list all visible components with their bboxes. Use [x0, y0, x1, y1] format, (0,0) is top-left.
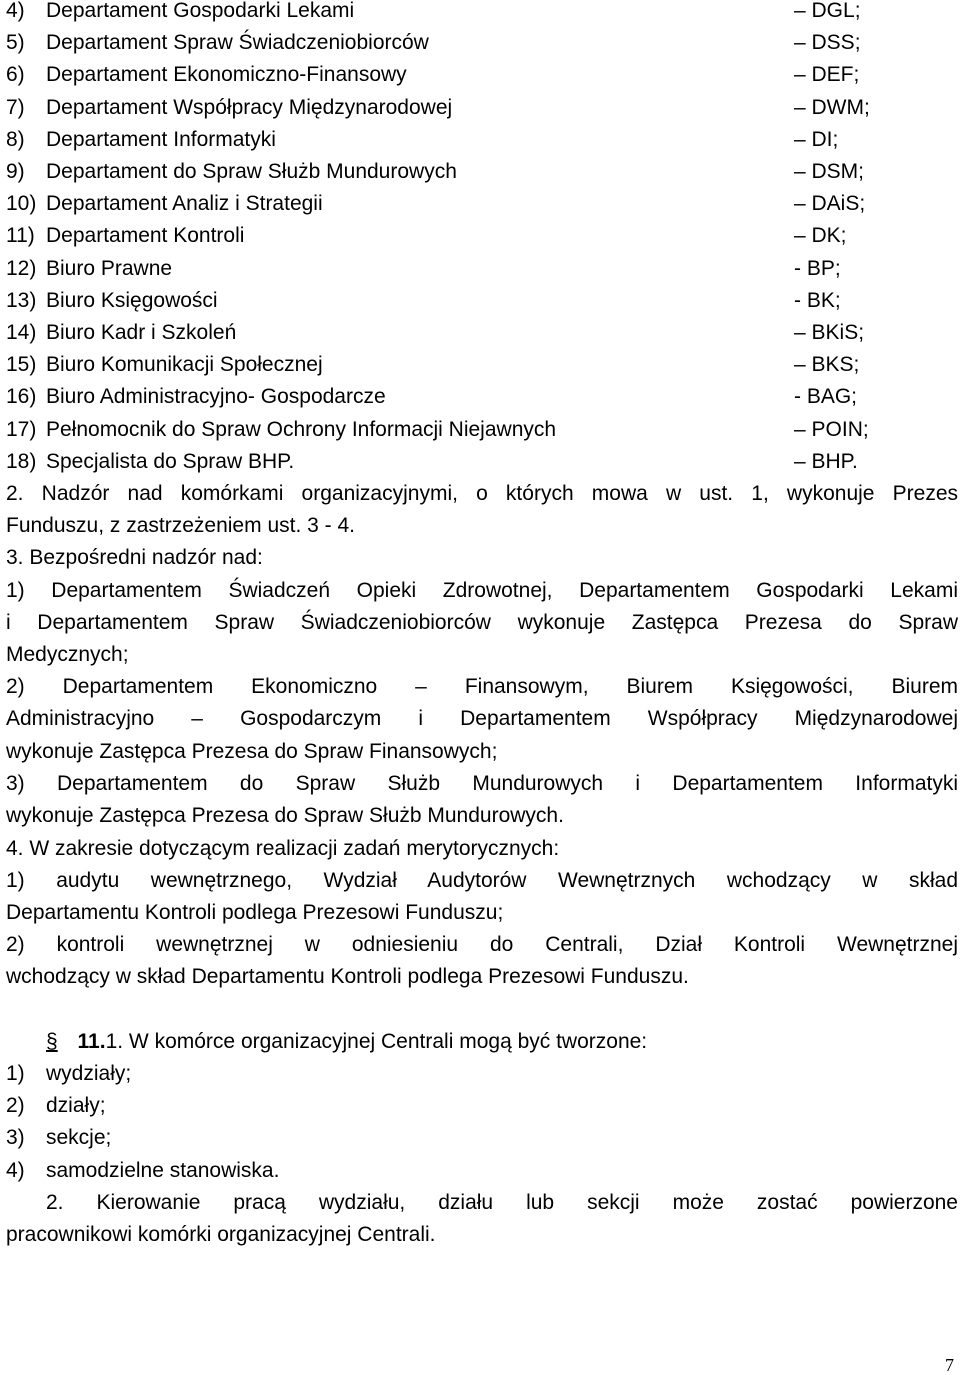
para2-line2: Funduszu, z zastrzeżeniem ust. 3 - 4.: [6, 514, 355, 537]
department-abbreviation: – DI;: [794, 127, 839, 151]
department-number: 13): [6, 288, 37, 312]
para3-item1-line1: 1) Departamentem Świadczeń Opieki Zdrowotnej, Departamentem Gospodarki Lekami: [6, 579, 958, 602]
department-abbreviation: - BAG;: [794, 385, 858, 409]
department-abbreviation: – POIN;: [794, 417, 869, 441]
list-item-number: 3): [6, 1126, 25, 1150]
department-number: 8): [6, 127, 25, 151]
department-abbreviation: – DSM;: [794, 160, 865, 183]
list-item-text: działy;: [46, 1094, 106, 1118]
department-row: [6, 414, 958, 446]
department-row: [6, 381, 958, 413]
section-symbol: §: [46, 1030, 58, 1053]
section-11-para2-line1: 2. Kierowanie pracą wydziału, działu lub sekcji może zostać powierzone: [46, 1191, 958, 1214]
department-name: Departament Analiz i Strategii: [46, 192, 323, 216]
list-item-number: 1): [6, 1062, 25, 1085]
department-number: 9): [6, 160, 25, 183]
department-number: 16): [6, 385, 37, 409]
department-name: Specjalista do Spraw BHP.: [46, 449, 295, 473]
department-number: 11): [6, 224, 35, 248]
department-row: [6, 27, 958, 59]
section-intro: 1. W komórce organizacyjnej Centrali mogą być tworzone:: [105, 1030, 648, 1053]
department-row: [6, 188, 958, 220]
department-name: Biuro Kadr i Szkoleń: [46, 321, 237, 344]
para4-intro: 4. W zakresie dotyczącym realizacji zadań merytorycznych:: [6, 837, 560, 860]
section-11-list-item: [6, 1122, 958, 1154]
para3-item2-line1: 2) Departamentem Ekonomiczno – Finansowym, Biurem Księgowości, Biurem: [6, 675, 958, 698]
department-name: Departament do Spraw Służb Mundurowych: [46, 160, 457, 183]
department-number: 7): [6, 95, 25, 119]
department-row: [6, 59, 958, 91]
list-item-number: 2): [6, 1094, 25, 1118]
department-abbreviation: – DK;: [794, 224, 847, 248]
department-name: Biuro Komunikacji Społecznej: [46, 353, 323, 377]
list-item-number: 4): [6, 1158, 25, 1182]
para4-item1-line1: 1) audytu wewnętrznego, Wydział Audytorów Wewnętrznych wchodzący w skład: [6, 869, 958, 892]
para4-item2-line1: 2) kontroli wewnętrznej w odniesieniu do Centrali, Dział Kontroli Wewnętrznej: [6, 933, 958, 956]
para3-item2-line2: Administracyjno – Gospodarczym i Departamentem Współpracy Międzynarodowej: [6, 707, 958, 730]
department-row: [6, 285, 958, 317]
department-name: Departament Współpracy Międzynarodowej: [46, 95, 453, 119]
department-abbreviation: - BK;: [794, 288, 841, 312]
department-abbreviation: – BKS;: [794, 353, 860, 377]
department-abbreviation: – DEF;: [794, 63, 860, 87]
para4-item1-line2: Departamentu Kontroli podlega Prezesowi Funduszu;: [6, 901, 504, 924]
department-number: 14): [6, 321, 37, 344]
department-number: 17): [6, 417, 37, 441]
department-number: 15): [6, 353, 37, 377]
department-abbreviation: – BHP.: [794, 449, 858, 473]
section-11-heading: [46, 1026, 946, 1058]
department-abbreviation: – BKiS;: [794, 321, 865, 344]
department-row: [6, 317, 958, 349]
department-name: Departament Ekonomiczno-Finansowy: [46, 63, 407, 87]
department-name: Departament Gospodarki Lekami: [46, 0, 355, 22]
section-11-para2-line2: pracownikowi komórki organizacyjnej Centrali.: [6, 1223, 436, 1246]
department-name: Biuro Administracyjno- Gospodarcze: [46, 385, 386, 409]
section-11-list-item: [6, 1090, 958, 1122]
list-item-text: sekcje;: [46, 1126, 112, 1150]
department-abbreviation: – DGL;: [794, 0, 861, 22]
department-row: [6, 156, 958, 188]
department-name: Pełnomocnik do Spraw Ochrony Informacji Niejawnych: [46, 417, 557, 441]
list-item-text: samodzielne stanowiska.: [46, 1158, 280, 1182]
department-number: 10): [6, 192, 37, 216]
department-abbreviation: – DSS;: [794, 31, 861, 55]
para3-item3-line2: wykonuje Zastępca Prezesa do Spraw Służb Mundurowych.: [6, 804, 564, 827]
department-row: [6, 124, 958, 156]
department-abbreviation: – DWM;: [794, 95, 870, 119]
page-number: 7: [945, 1355, 954, 1375]
para3-item2-line3: wykonuje Zastępca Prezesa do Spraw Finansowych;: [6, 740, 498, 763]
department-row: [6, 446, 958, 478]
para3-item1-line2: i Departamentem Spraw Świadczeniobiorców wykonuje Zastępca Prezesa do Spraw: [6, 611, 958, 634]
department-name: Departament Kontroli: [46, 224, 245, 248]
section-number: 11.: [77, 1030, 106, 1053]
department-number: 18): [6, 449, 37, 473]
department-number: 6): [6, 63, 25, 87]
department-row: [6, 253, 958, 285]
department-number: 4): [6, 0, 25, 22]
para3-item1-line3: Medycznych;: [6, 643, 129, 666]
section-11-list-item: [6, 1058, 958, 1090]
department-row: [6, 92, 958, 124]
department-number: 12): [6, 256, 37, 280]
para4-item2-line2: wchodzący w skład Departamentu Kontroli podlega Prezesowi Funduszu.: [6, 965, 689, 988]
department-number: 5): [6, 31, 25, 55]
para2-line1: 2. Nadzór nad komórkami organizacyjnymi, o których mowa w ust. 1, wykonuje Prezes: [6, 482, 958, 505]
para3-item3-line1: 3) Departamentem do Spraw Służb Mundurowych i Departamentem Informatyki: [6, 772, 958, 795]
department-abbreviation: - BP;: [794, 256, 841, 280]
department-name: Biuro Prawne: [46, 256, 173, 280]
section-11-list-item: [6, 1155, 958, 1187]
department-row: [6, 0, 958, 27]
department-row: [6, 349, 958, 381]
department-row: [6, 220, 958, 252]
department-name: Departament Informatyki: [46, 127, 276, 151]
department-name: Biuro Księgowości: [46, 288, 218, 312]
para3-intro: 3. Bezpośredni nadzór nad:: [6, 546, 263, 569]
department-name: Departament Spraw Świadczeniobiorców: [46, 31, 429, 55]
department-abbreviation: – DAiS;: [794, 192, 866, 216]
list-item-text: wydziały;: [46, 1062, 132, 1085]
